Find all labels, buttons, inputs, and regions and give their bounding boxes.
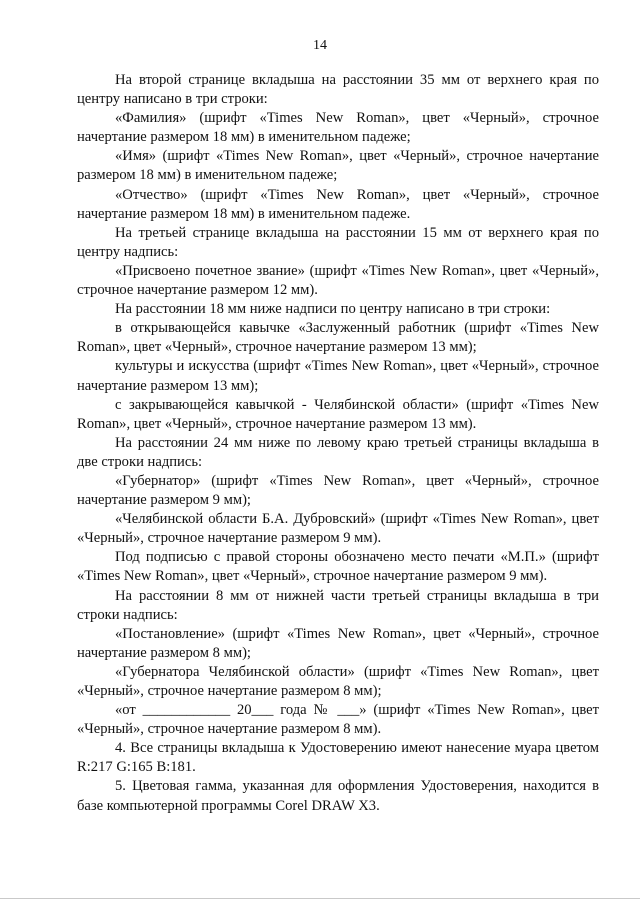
paragraph-item-5: 5. Цветовая гамма, указанная для оформления Удостоверения, находится в базе компьютерной программы Corel DRAW X3. [77,778,599,814]
paragraph-resolution: «Постановление» (шрифт «Times New Roman», цвет «Черный», строчное начертание размером 8 мм); [77,625,599,661]
paragraph-date-number: «от ____________ 20___ года № ___» (шрифт «Times New Roman», цвет «Черный», строчное начертание размером 8 мм). [77,702,599,738]
paragraph-governor-name: «Челябинской области Б.А. Дубровский» (шрифт «Times New Roman», цвет «Черный», строчное начертание размером 9 мм). [77,511,599,547]
paragraph-page3-intro: На третьей странице вкладыша на расстоянии 15 мм от верхнего края по центру надпись: [77,224,599,260]
paragraph-signature-intro: На расстоянии 24 мм ниже по левому краю третьей страницы вкладыша в две строки надпись: [77,434,599,470]
paragraph-three-lines: На расстоянии 18 мм ниже надписи по центру написано в три строки: [115,301,551,318]
paragraph-item-4: 4. Все страницы вкладыша к Удостоверению имеют нанесение муара цветом R:217 G:165 B:181. [77,740,599,776]
paragraph-page2-intro: На второй странице вкладыша на расстоянии 35 мм от верхнего края по центру написано в три строки: [77,72,599,108]
scan-edge-line [0,898,640,899]
paragraph-governor: «Губернатор» (шрифт «Times New Roman», цвет «Черный», строчное начертание размером 9 мм); [77,472,599,509]
paragraph-line-3: с закрывающейся кавычкой - Челябинской области» (шрифт «Times New Roman», цвет «Черный», строчное начертание размером 13 мм). [77,396,599,432]
paragraph-line-1: в открывающейся кавычке «Заслуженный работник (шрифт «Times New Roman», цвет «Черный», строчное начертание размером 13 мм); [77,320,599,356]
paragraph-surname: «Фамилия» (шрифт «Times New Roman», цвет «Черный», строчное начертание размером 18 мм) в именительном падеже; [77,110,599,146]
paragraph-line-2: культуры и искусства (шрифт «Times New Roman», цвет «Черный», строчное начертание размером 13 мм); [77,358,599,394]
paragraph-governor-region: «Губернатора Челябинской области» (шрифт «Times New Roman», цвет «Черный», строчное начертание размером 8 мм); [77,663,599,699]
paragraph-patronymic: «Отчество» (шрифт «Times New Roman», цвет «Черный», строчное начертание размером 18 мм) в именительном падеже. [77,186,599,222]
paragraph-bottom-intro: На расстоянии 8 мм от нижней части третьей страницы вкладыша в три строки надпись: [77,587,599,623]
paragraph-honorary-title: «Присвоено почетное звание» (шрифт «Times New Roman», цвет «Черный», строчное начертание размером 12 мм). [77,262,599,299]
document-body [77,71,599,816]
paragraph-seal-place: Под подписью с правой стороны обозначено место печати «М.П.» (шрифт «Times New Roman», цвет «Черный», строчное начертание размером 9 мм). [77,549,599,585]
paragraph-name: «Имя» (шрифт «Times New Roman», цвет «Черный», строчное начертание размером 18 мм) в именительном падеже; [77,148,599,184]
page-number: 14 [313,38,327,53]
